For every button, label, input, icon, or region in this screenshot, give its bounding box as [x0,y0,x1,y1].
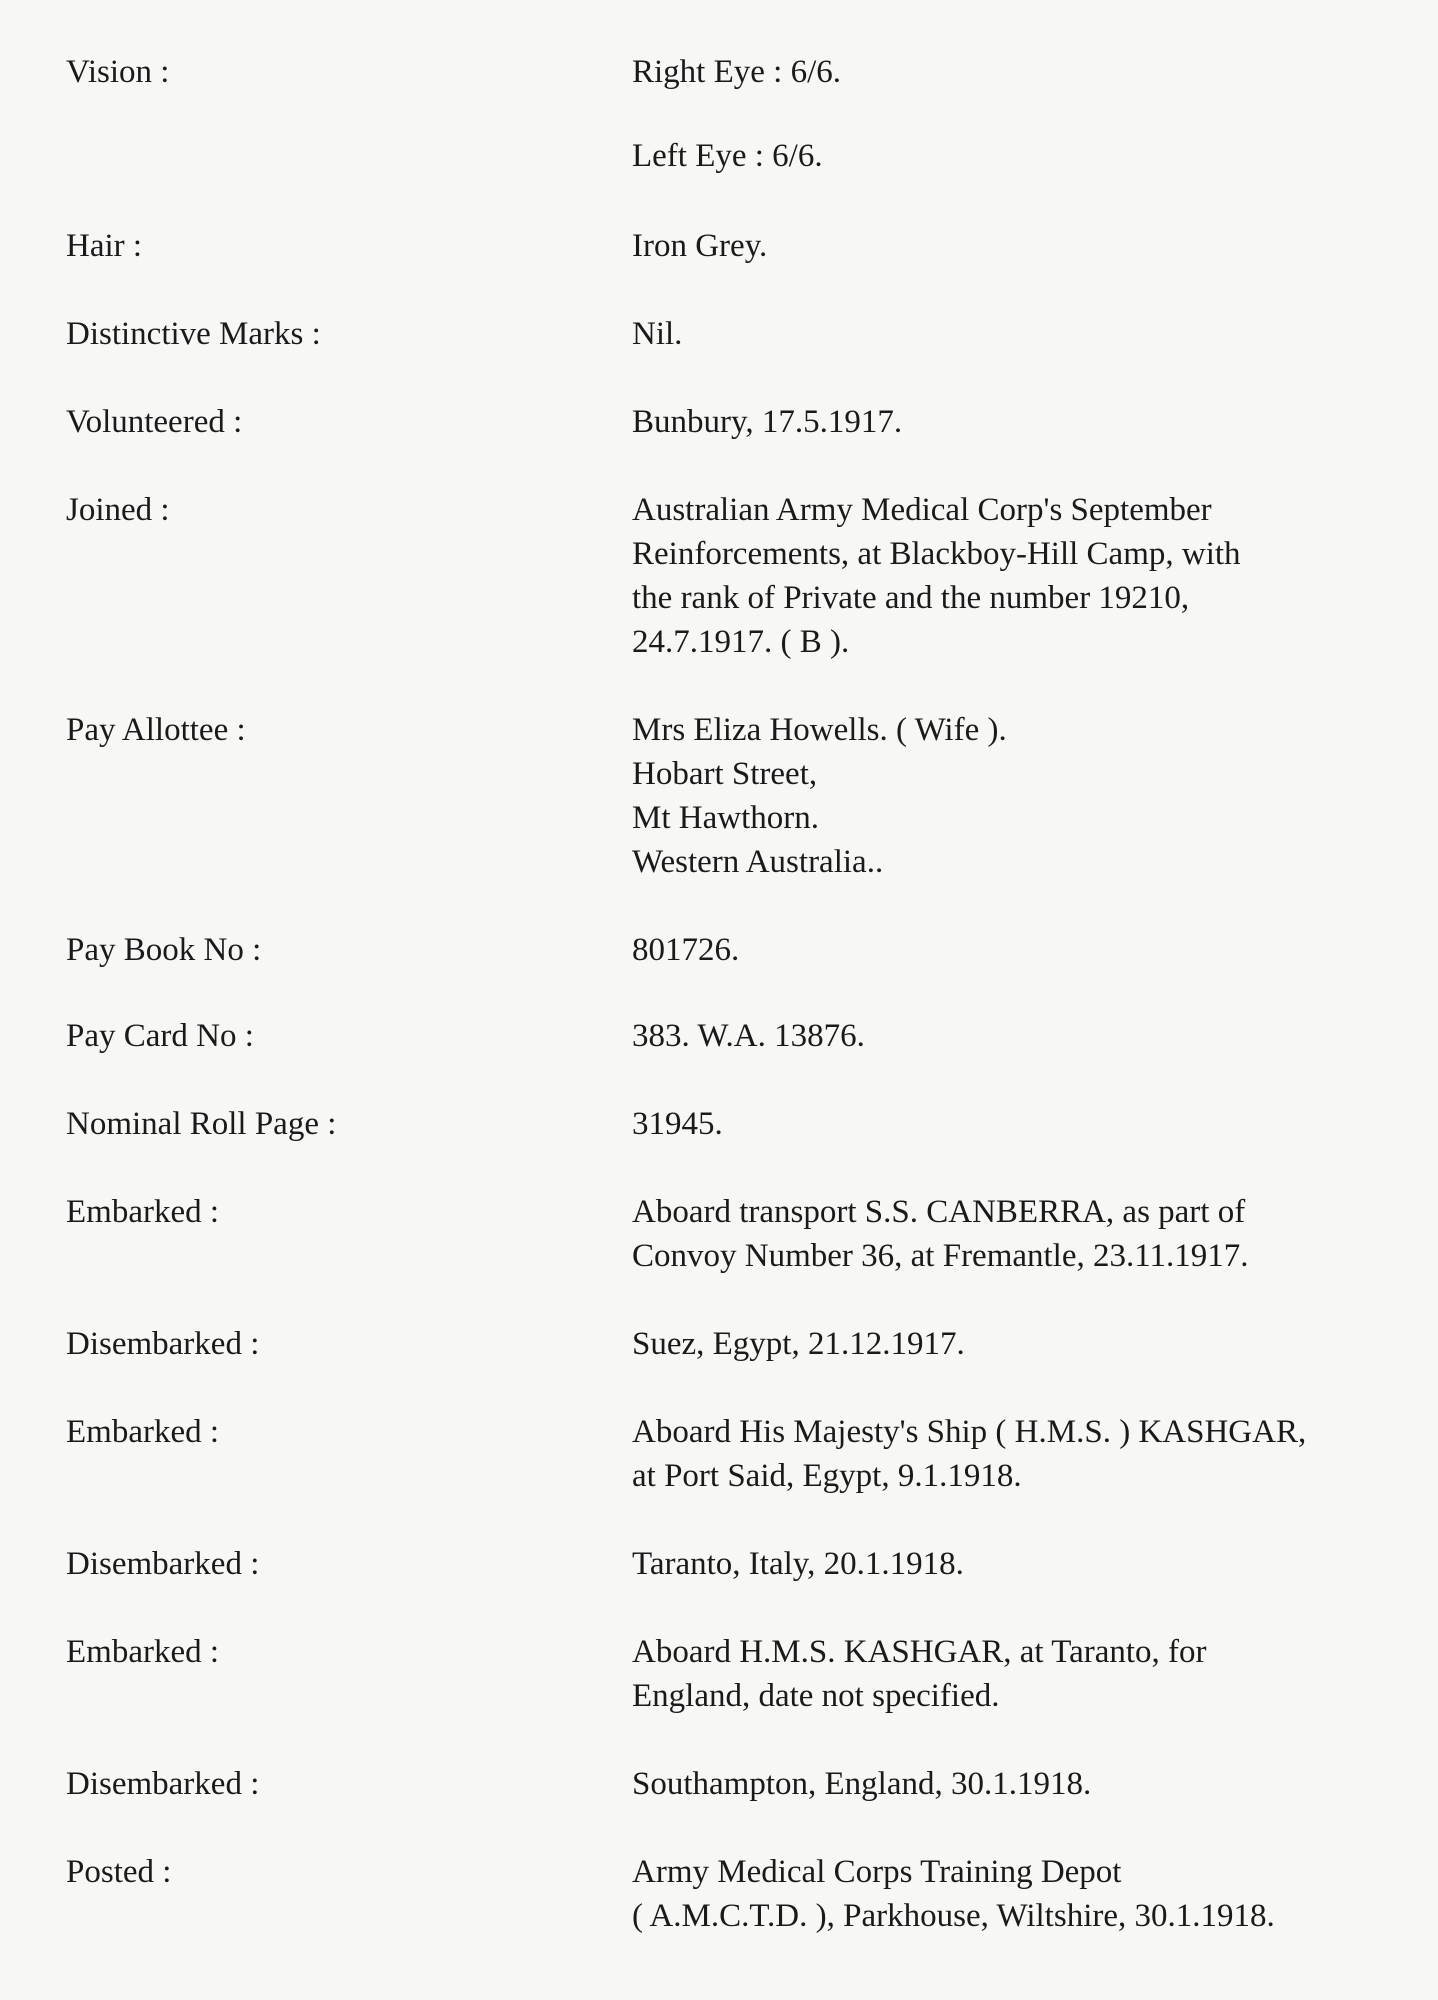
entry-value [632,928,1422,972]
entry-value [632,1014,1422,1058]
value-line: Army Medical Corps Training Depot [632,1854,1122,1890]
value-line: at Port Said, Egypt, 9.1.1918. [632,1458,1022,1494]
entry-value [632,1102,1422,1146]
entry-label: Embarked : [66,1194,220,1230]
entry-value [632,708,1422,884]
entry-label: Joined : [66,492,170,528]
value-line: ( A.M.C.T.D. ), Parkhouse, Wiltshire, 30.1.1918. [632,1898,1275,1934]
entry-label: Distinctive Marks : [66,316,321,352]
entry-value [632,1850,1422,1938]
entry-label: Disembarked : [66,1326,260,1362]
value-line: Aboard His Majesty's Ship ( H.M.S. ) KASHGAR, [632,1414,1307,1450]
value-line: Aboard H.M.S. KASHGAR, at Taranto, for [632,1634,1207,1670]
entry-value [632,400,1422,444]
value-line: Mrs Eliza Howells. ( Wife ). [632,712,1007,748]
entry-label: Nominal Roll Page : [66,1106,337,1142]
entry-label: Vision : [66,54,170,90]
value-line: Suez, Egypt, 21.12.1917. [632,1326,965,1362]
value-line: Hobart Street, [632,756,818,792]
value-line: 383. W.A. 13876. [632,1018,865,1054]
value-line: 801726. [632,932,740,968]
value-line: Southampton, England, 30.1.1918. [632,1766,1092,1802]
value-line: England, date not specified. [632,1678,1000,1714]
entry-label: Disembarked : [66,1766,260,1802]
entry-label: Pay Card No : [66,1018,254,1054]
entry-label: Embarked : [66,1414,220,1450]
value-line: Bunbury, 17.5.1917. [632,404,903,440]
value-line: 31945. [632,1106,723,1142]
entry-value [632,1190,1422,1278]
value-line: Convoy Number 36, at Fremantle, 23.11.1917. [632,1238,1249,1274]
entry-value [632,50,1422,94]
entry-value [632,1322,1422,1366]
value-line: Iron Grey. [632,228,768,264]
value-line: 24.7.1917. ( B ). [632,624,850,660]
value-line: Mt Hawthorn. [632,800,819,836]
entry-label: Hair : [66,228,143,264]
entry-label: Disembarked : [66,1546,260,1582]
entry-value [632,1630,1422,1718]
entry-value [632,488,1422,664]
value-line: Australian Army Medical Corp's September [632,492,1212,528]
value-line: Left Eye : 6/6. [632,138,823,174]
entry-value [632,312,1422,356]
entry-label: Posted : [66,1854,172,1890]
entry-label: Pay Allottee : [66,712,246,748]
entry-value [632,1762,1422,1806]
value-line: Right Eye : 6/6. [632,54,841,90]
value-line: Aboard transport S.S. CANBERRA, as part of [632,1194,1246,1230]
value-line: the rank of Private and the number 19210, [632,580,1190,616]
value-line: Reinforcements, at Blackboy-Hill Camp, with [632,536,1241,572]
entry-value [632,1542,1422,1586]
entry-value [632,224,1422,268]
value-line: Taranto, Italy, 20.1.1918. [632,1546,964,1582]
entry-label: Embarked : [66,1634,220,1670]
value-line: Western Australia.. [632,844,884,880]
entry-label: Pay Book No : [66,932,262,968]
entry-label: Volunteered : [66,404,243,440]
value-line: Nil. [632,316,683,352]
entry-value [632,1410,1422,1498]
entry-value [632,134,1422,178]
